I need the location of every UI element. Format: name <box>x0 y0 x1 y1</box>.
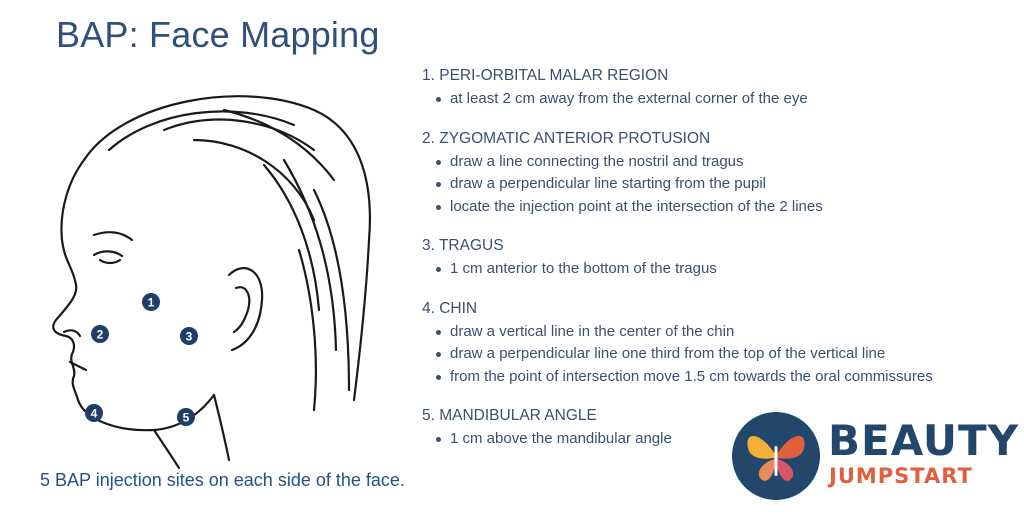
page-title: BAP: Face Mapping <box>56 14 380 55</box>
illustration-caption: 5 BAP injection sites on each side of the face. <box>40 470 405 490</box>
step-chin <box>422 299 1012 389</box>
instruction-list <box>422 66 1012 469</box>
step-zygomatic <box>422 129 1012 219</box>
step-title: 3. TRAGUS <box>422 237 504 254</box>
marker-5 <box>177 408 195 426</box>
step-title: 5. MANDIBULAR ANGLE <box>422 407 597 424</box>
step-peri-orbital <box>422 66 1012 111</box>
logo-text-beauty: BEAUTY <box>828 416 1020 465</box>
step-bullet: draw a perpendicular line one third from the top of the vertical line <box>436 343 1012 366</box>
svg-text:5: 5 <box>182 410 190 425</box>
step-bullet: draw a perpendicular line starting from the pupil <box>436 173 1012 196</box>
ear-outline <box>229 268 262 350</box>
svg-text:2: 2 <box>96 327 104 342</box>
svg-text:1: 1 <box>147 295 155 310</box>
step-bullet: 1 cm above the mandibular angle <box>436 428 1012 451</box>
step-bullet: draw a line connecting the nostril and tragus <box>436 151 1012 174</box>
step-tragus <box>422 236 1012 281</box>
step-title: 2. ZYGOMATIC ANTERIOR PROTUSION <box>422 129 711 147</box>
step-bullet: 1 cm anterior to the bottom of the tragus <box>436 258 1012 281</box>
step-bullet: draw a vertical line in the center of the chin <box>436 321 1012 344</box>
svg-text:4: 4 <box>90 406 98 421</box>
step-title: 1. PERI-ORBITAL MALAR REGION <box>422 67 669 84</box>
step-bullet: locate the injection point at the intersection of the 2 lines <box>436 196 1012 219</box>
step-bullet: from the point of intersection move 1.5 cm towards the oral commissures <box>436 366 1012 389</box>
marker-1 <box>142 293 160 311</box>
face-outline <box>53 160 214 430</box>
logo-text-jumpstart: JUMPSTART <box>829 464 973 488</box>
butterfly-icon <box>732 412 820 500</box>
svg-text:3: 3 <box>185 329 193 344</box>
neck-outline <box>214 395 229 460</box>
marker-4 <box>85 404 103 422</box>
face-profile-illustration <box>14 70 404 470</box>
beauty-jumpstart-logo <box>732 412 1020 502</box>
step-title: 4. CHIN <box>422 299 478 317</box>
step-bullet: at least 2 cm away from the external corner of the eye <box>436 88 1012 111</box>
hair-outline <box>84 96 370 400</box>
logo-badge <box>732 412 820 500</box>
marker-2 <box>91 325 109 343</box>
marker-3 <box>180 327 198 345</box>
injection-markers <box>85 293 198 426</box>
